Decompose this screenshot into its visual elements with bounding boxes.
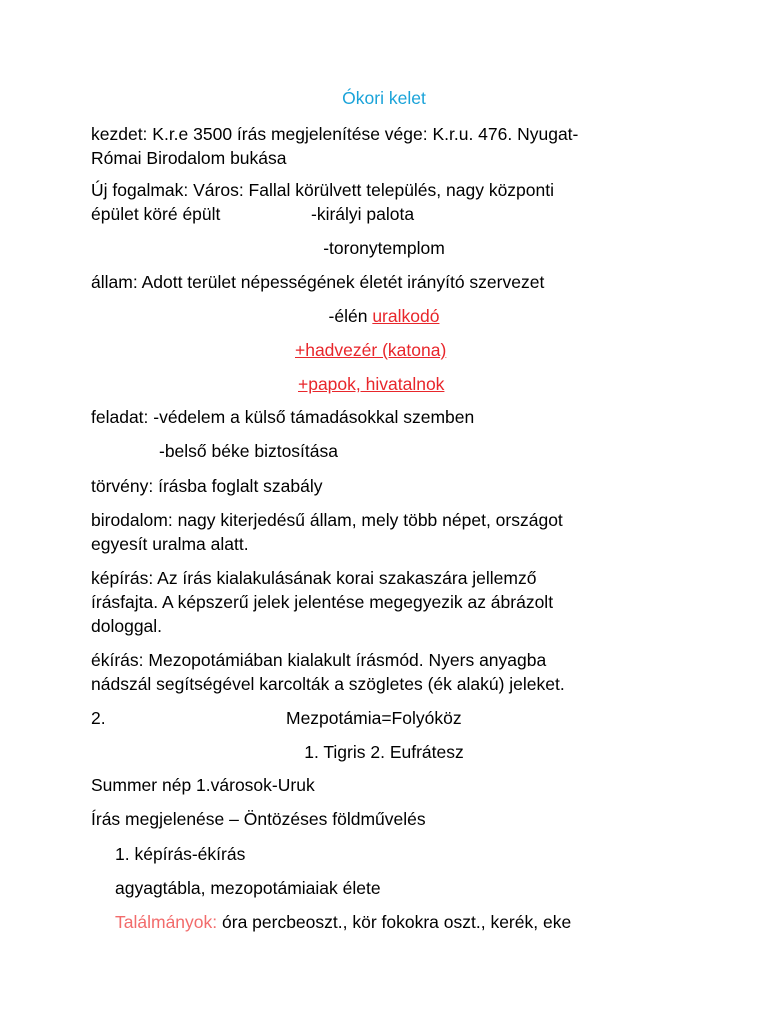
- text-line-kepiras-cont2: dologgal.: [91, 616, 163, 636]
- text-line-kepiras-ekiras: 1. képírás-ékírás: [115, 844, 246, 864]
- page-title: Ókori kelet: [342, 88, 426, 108]
- text-line-ekiras: ékírás: Mezopotámiában kialakult írásmód. Nyers anyagba: [91, 650, 547, 670]
- uralkodo-highlight: uralkodó: [372, 306, 440, 326]
- text-line-toronytemplom: -toronytemplom: [323, 238, 445, 258]
- text-line-papok: +papok, hivatalnok: [298, 374, 445, 394]
- text-line-kezdet-cont: Római Birodalom bukása: [91, 148, 287, 168]
- text-line-section-number: 2.: [91, 708, 106, 728]
- text-line-belso-beke: -belső béke biztosítása: [159, 441, 338, 461]
- text-line-folyok: 1. Tigris 2. Eufrátesz: [304, 742, 464, 762]
- text-line-talalmanyok: [115, 910, 571, 934]
- text-line-summer: Summer nép 1.városok-Uruk: [91, 775, 315, 795]
- talalmanyok-list: óra percbeoszt., kör fokokra oszt., kerék, eke: [217, 912, 572, 932]
- text-line-birodalom: birodalom: nagy kiterjedésű állam, mely több népet, országot: [91, 510, 563, 530]
- text-line-kepiras-cont1: írásfajta. A képszerű jelek jelentése megegyezik az ábrázolt: [91, 592, 554, 612]
- text-line-allam: állam: Adott terület népességének életét irányító szervezet: [91, 272, 545, 292]
- talalmanyok-label: Találmányok:: [115, 912, 218, 932]
- text-line-agyagtabla: agyagtábla, mezopotámiaiak élete: [115, 878, 381, 898]
- text-line-torveny: törvény: írásba foglalt szabály: [91, 476, 323, 496]
- text-line-uj-fogalmak: Új fogalmak: Város: Fallal körülvett település, nagy központi: [91, 180, 555, 200]
- text-line-kezdet: kezdet: K.r.e 3500 írás megjelenítése vége: K.r.u. 476. Nyugat-: [91, 124, 579, 144]
- text-line-kiralyi-palota: -királyi palota: [311, 204, 415, 224]
- text-line-iras-megjelenese: Írás megjelenése – Öntözéses földművelés: [91, 809, 426, 829]
- text-line-mezopotamia: Mezpotámia=Folyóköz: [286, 708, 462, 728]
- elen-label: -élén: [328, 306, 373, 326]
- text-line-hadvezer: +hadvezér (katona): [295, 340, 447, 360]
- text-line-uj-fogalmak-cont: épület köré épült: [91, 204, 221, 224]
- text-line-elen: [0, 304, 768, 328]
- text-line-ekiras-cont: nádszál segítségével karcolták a szögletes (ék alakú) jeleket.: [91, 674, 565, 694]
- text-line-birodalom-cont: egyesít uralma alatt.: [91, 534, 249, 554]
- text-line-feladat: feladat: -védelem a külső támadásokkal szemben: [91, 407, 475, 427]
- text-line-kepiras: képírás: Az írás kialakulásának korai szakaszára jellemző: [91, 568, 537, 588]
